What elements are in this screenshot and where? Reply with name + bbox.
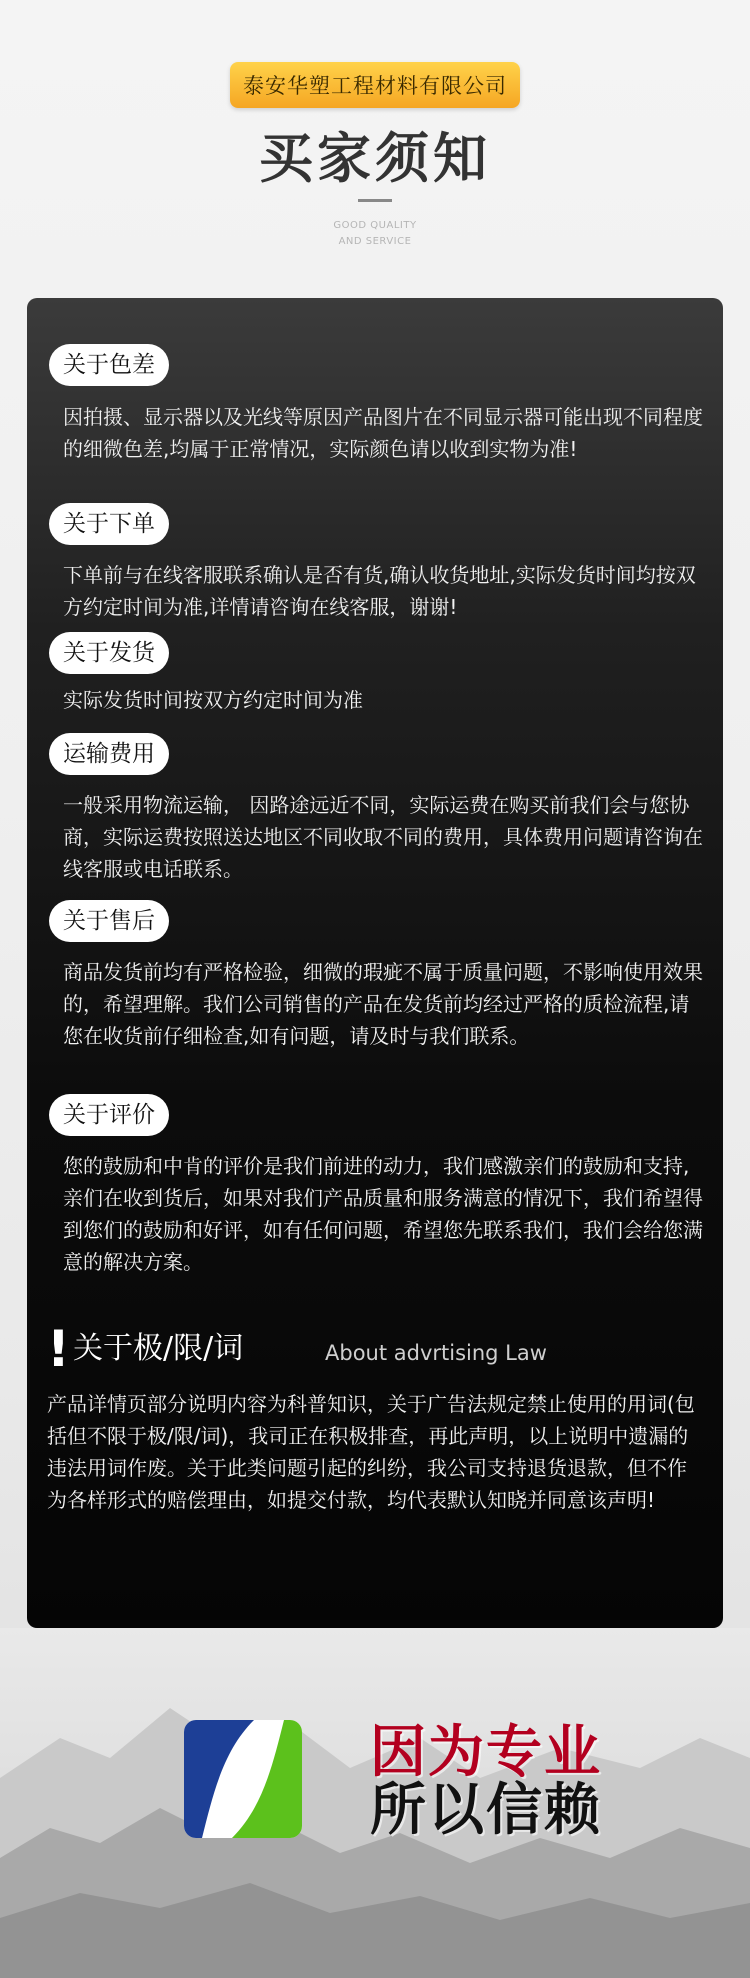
page-title: 买家须知 xyxy=(259,127,491,190)
section-tag: 关于售后 xyxy=(49,900,169,942)
subtitle-line-2: AND SERVICE xyxy=(338,236,412,247)
section-tag: 关于评价 xyxy=(49,1094,169,1136)
section-tag: 运输费用 xyxy=(49,733,169,775)
section-tag: 关于下单 xyxy=(49,503,169,545)
company-logo xyxy=(184,1720,302,1838)
advertising-law-body: 产品详情页部分说明内容为科普知识，关于广告法规定禁止使用的用词(包括但不限于极/限/词)，我司正在积极排查，再此声明，以上说明中遗漏的违法用词作废。关于此类问题引起的纠纷，我公司支持退货退款，但不作为各样形式的赔偿理由，如提交付款，均代表默认知晓并同意该声明! xyxy=(47,1392,695,1512)
section-body: 您的鼓励和中肯的评价是我们前进的动力，我们感激亲们的鼓励和支持,亲们在收到货后，如果对我们产品质量和服务满意的情况下，我们希望得到您们的鼓励和好评，如有任何问题，希望您先联系我们，我们会给您满意的解决方案。 xyxy=(63,1154,703,1274)
section-tag: 关于色差 xyxy=(49,344,169,386)
footer-slogan xyxy=(370,1720,700,1843)
title-divider xyxy=(358,199,392,202)
slogan-line-1: 因为专业 xyxy=(370,1720,602,1785)
slogan-line-2: 所以信赖 xyxy=(370,1778,602,1843)
advertising-law-heading xyxy=(47,1320,707,1378)
section-body: 一般采用物流运输， 因路途远近不同，实际运费在购买前我们会与您协商，实际运费按照送达地区不同收取不同的费用，具体费用问题请咨询在线客服或电话联系。 xyxy=(63,793,703,881)
notice-panel xyxy=(27,298,723,1628)
section-body: 下单前与在线客服联系确认是否有货,确认收货地址,实际发货时间均按双方约定时间为准,详情请咨询在线客服，谢谢! xyxy=(63,563,696,619)
section-body: 商品发货前均有严格检验，细微的瑕疵不属于质量问题，不影响使用效果的，希望理解。我们公司销售的产品在发货前均经过严格的质检流程,请您在收货前仔细检查,如有问题，请及时与我们联系。 xyxy=(63,960,703,1048)
company-name-badge: 泰安华塑工程材料有限公司 xyxy=(230,62,520,108)
section-tag: 关于发货 xyxy=(49,632,169,674)
advertising-law-title: 关于极/限/词 xyxy=(73,1331,244,1366)
page-subtitle xyxy=(0,218,750,250)
subtitle-line-1: GOOD QUALITY xyxy=(333,220,417,231)
section-body: 因拍摄、显示器以及光线等原因产品图片在不同显示器可能出现不同程度的细微色差,均属于正常情况，实际颜色请以收到实物为准! xyxy=(63,405,703,461)
exclamation-icon: ! xyxy=(47,1320,70,1378)
advertising-law-title-en: About advrtising Law xyxy=(325,1341,547,1365)
section-body: 实际发货时间按双方约定时间为准 xyxy=(63,688,363,712)
